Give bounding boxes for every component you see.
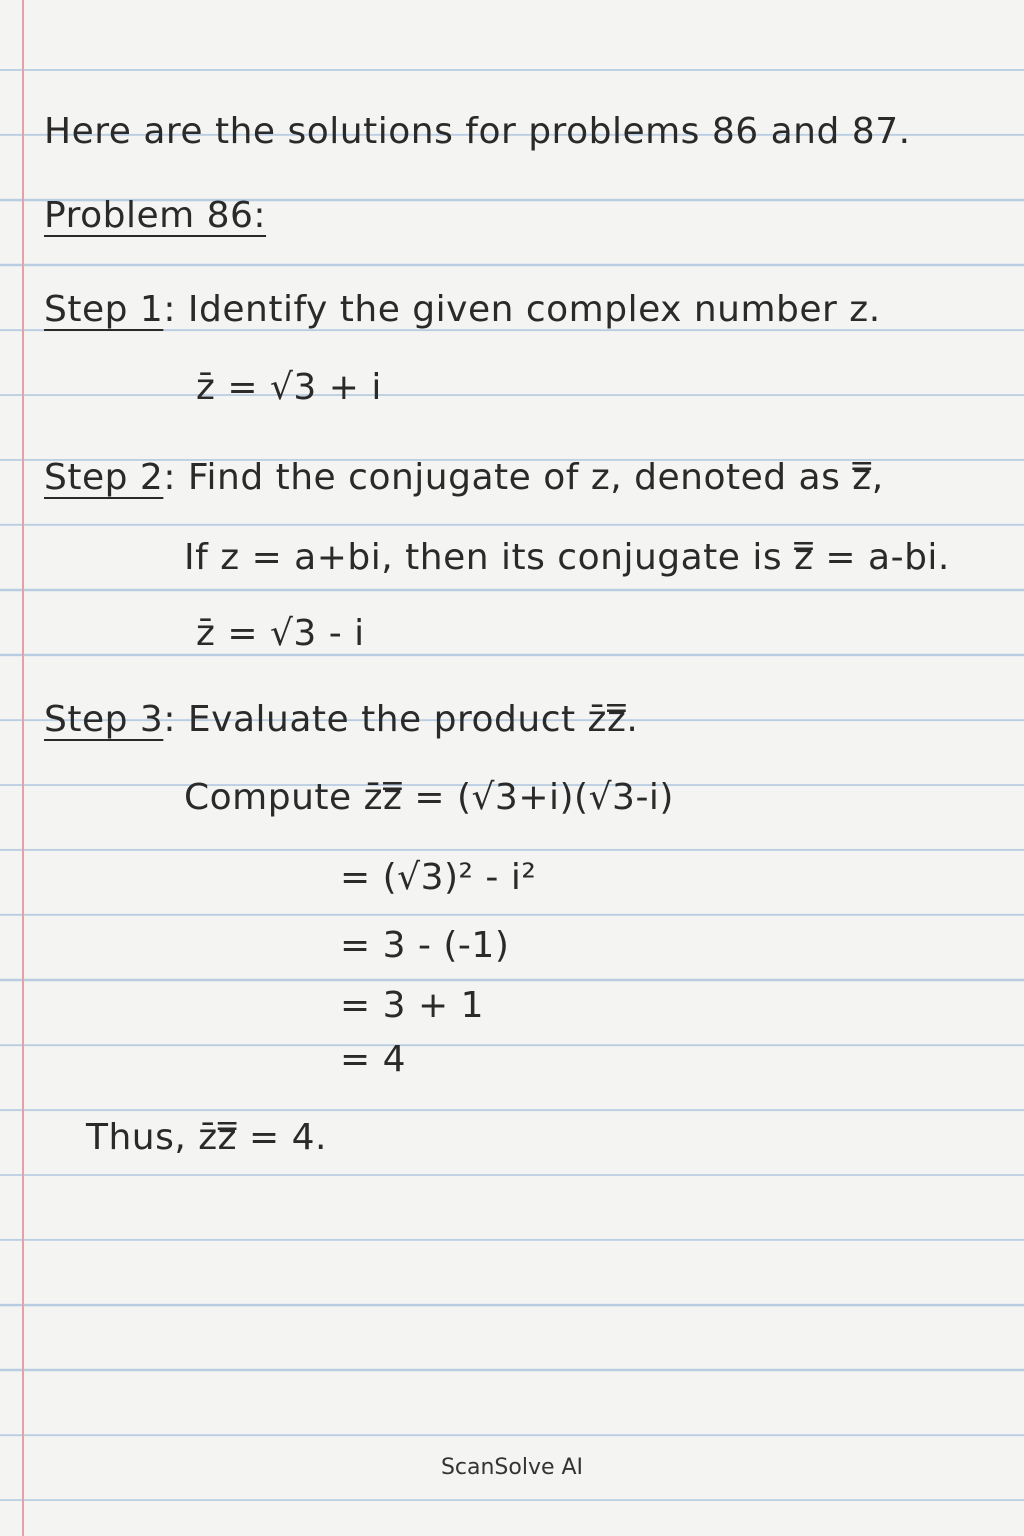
- step2-line: [44, 458, 884, 498]
- step2-label: Step 2: [44, 457, 164, 498]
- problem-heading: Problem 86:: [44, 195, 267, 236]
- step3-line-2: = 3 - (-1): [340, 925, 510, 966]
- conclusion: Thus, z̄z̿ = 4.: [86, 1117, 327, 1158]
- step3-text: Evaluate the product z̄z̿.: [187, 699, 639, 740]
- step3-line-3: = 3 + 1: [340, 985, 484, 1026]
- step3-line-4: = 4: [340, 1039, 407, 1080]
- step1-text: Identify the given complex number z.: [187, 289, 881, 330]
- step1-label: Step 1: [44, 289, 164, 330]
- margin-line: [22, 0, 24, 1536]
- step2-equation: z̄ = √3 - i: [196, 613, 365, 654]
- step2-rule: If z = a+bi, then its conjugate is z̿ = a-bi.: [184, 537, 950, 578]
- step3-label: Step 3: [44, 699, 164, 740]
- footer-brand: ScanSolve AI: [440, 1455, 584, 1480]
- step3-line-1: = (√3)² - i²: [340, 857, 537, 898]
- step1-line: [44, 290, 881, 330]
- step3-line: [44, 700, 638, 740]
- step1-equation: z̄ = √3 + i: [196, 367, 382, 408]
- step2-text: Find the conjugate of z, denoted as z̿,: [187, 457, 884, 498]
- step3-compute: Compute z̄z̿ = (√3+i)(√3-i): [184, 777, 674, 818]
- step3-colon: :: [163, 699, 176, 740]
- intro-text: Here are the solutions for problems 86 and 87.: [44, 111, 911, 152]
- step2-colon: :: [163, 457, 176, 498]
- step1-colon: :: [163, 289, 176, 330]
